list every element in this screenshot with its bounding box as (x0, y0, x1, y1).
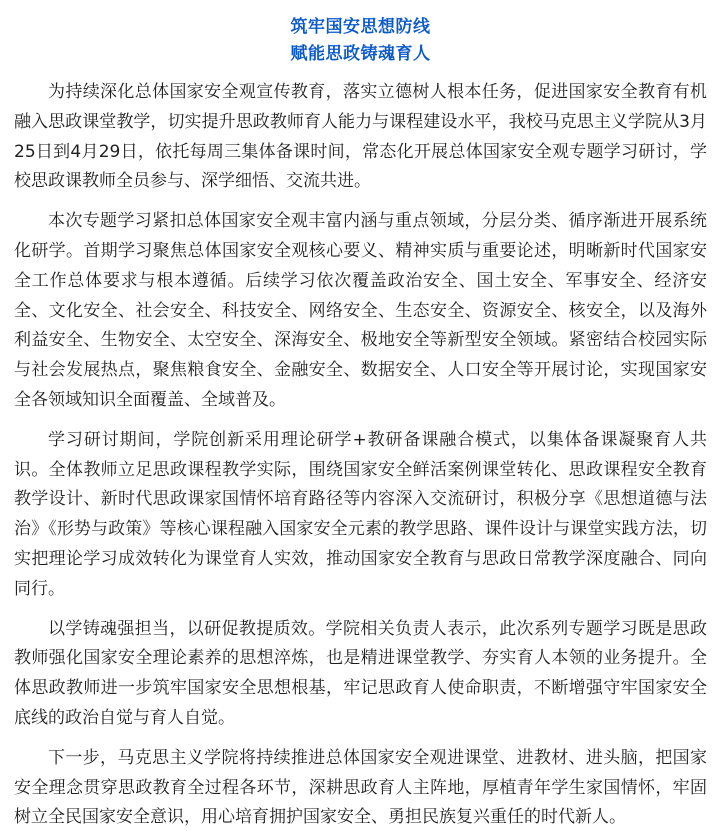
paragraph-5: 下一步，马克思主义学院将持续推进总体国家安全观进课堂、进教材、进头脑，把国家安全理念贯穿思政教育全过程各环节，深耕思政育人主阵地，厚植青年学生家国情怀，牢固树立全民国家安全意识，用心培育拥护国家安全、勇担民族复兴重任的时代新人。 (14, 747, 707, 828)
title-line-2: 赋能思政铸魂育人 (290, 44, 431, 64)
paragraph-2: 本次专题学习紧扣总体国家安全观丰富内涵与重点领域，分层分类、循序渐进开展系统化研学。首期学习聚焦总体国家安全观核心要义、精神实质与重要论述，明晰新时代国家安全工作总体要求与根本遵循。后续学习依次覆盖政治安全、国土安全、军事安全、经济安全、文化安全、社会安全、科技安全、网络安全、生态安全、资源安全、核安全，以及海外利益安全、生物安全、太空安全、深海安全、极地安全等新型安全领域。紧密结合校园实际与社会发展热点，聚焦粮食安全、金融安全、数据安全、人口安全等开展讨论，实现国家安全各领域知识全面覆盖、全域普及。 (14, 211, 707, 410)
title-line-1: 筑牢国安思想防线 (290, 17, 431, 37)
paragraph-3: 学习研讨期间，学院创新采用理论研学+教研备课融合模式，以集体备课凝聚育人共识。全体教师立足思政课程教学实际，围绕国家安全鲜活案例课堂转化、思政课程安全教育教学设计、新时代思政课家国情怀培育路径等内容深入交流研讨，积极分享《思想道德与法治》《形势与政策》等核心课程融入国家安全元素的教学思路、课件设计与课堂实践方法，切实把理论学习成效转化为课堂育人实效，推动国家安全教育与思政日常教学深度融合、同向同行。 (14, 429, 707, 599)
article-title (14, 14, 707, 68)
paragraph-1: 为持续深化总体国家安全观宣传教育，落实立德树人根本任务，促进国家安全教育有机融入思政课堂教学，切实提升思政教师育人能力与课程建设水平，我校马克思主义学院从3月25日到4月29日，依托每周三集体备课时间，常态化开展总体国家安全观专题学习研讨，学校思政课教师全员参与、深学细悟、交流共进。 (14, 82, 707, 192)
paragraph-4: 以学铸魂强担当，以研促教提质效。学院相关负责人表示，此次系列专题学习既是思政教师强化国家安全理论素养的思想淬炼，也是精进课堂教学、夯实育人本领的业务提升。全体思政教师进一步筑牢国家安全思想根基，牢记思政育人使命职责，不断增强守牢国家安全底线的政治自觉与育人自觉。 (14, 618, 707, 728)
